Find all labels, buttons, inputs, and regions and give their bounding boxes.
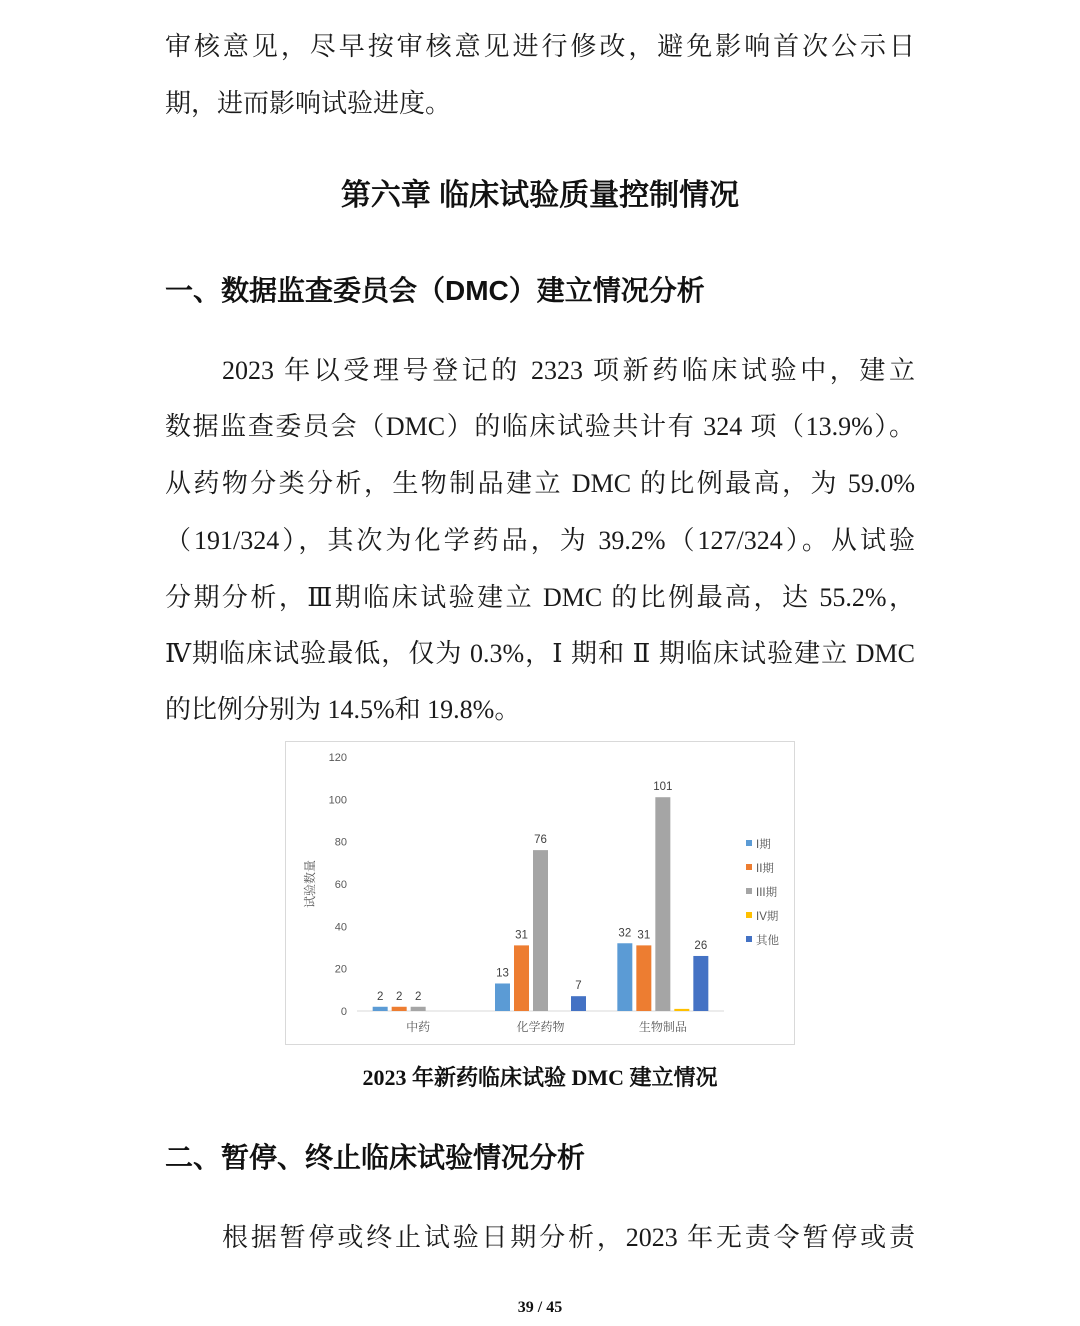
y-axis-label: 试验数量 [303,859,317,909]
y-tick-label: 120 [328,752,347,764]
chapter-title: 第六章 临床试验质量控制情况 [340,179,740,212]
y-tick-label: 0 [340,1006,347,1018]
y-tick-label: 40 [334,921,347,934]
data-label: 2 [376,990,384,1003]
x-tick-label: 化学药物 [516,1020,565,1034]
x-tick-label: 中药 [406,1020,431,1034]
chart-bar [636,945,651,1011]
data-label: 26 [694,939,708,952]
y-tick-label: 20 [334,963,347,976]
intro-line-2: 期，进而影响试验进度。 [165,89,452,118]
intro-line-1: 审核意见，尽早按审核意见进行修改，避免影响首次公示日 [165,32,915,61]
legend-label: 其他 [756,935,779,947]
x-tick-label: 生物制品 [638,1020,687,1034]
data-label: 2 [414,990,422,1003]
data-label: 32 [618,927,632,940]
section-1-line-1: 2023 年以受理号登记的 2323 项新药临床试验中，建立 [222,356,915,385]
chart-bar [617,943,632,1011]
section-1-line-3: 从药物分类分析，生物制品建立 DMC 的比例最高，为 59.0% [165,469,915,498]
legend-swatch [746,936,752,942]
legend-swatch [746,864,752,870]
chart-bar [373,1007,388,1011]
data-label: 7 [575,980,582,993]
section-2-heading: 二、暂停、终止临床试验情况分析 [165,1142,586,1173]
data-label: 101 [653,781,673,794]
data-label: 2 [395,990,403,1003]
data-label: 31 [637,929,651,942]
chart-bar [533,850,548,1011]
section-1-line-4: （191/324），其次为化学药品，为 39.2%（127/324）。从试验 [165,526,915,555]
chart-bar [693,956,708,1011]
chart-frame [285,741,795,1045]
data-label: 13 [496,967,509,980]
legend-label: III期 [756,887,778,899]
legend-label: IV期 [756,911,779,923]
chart-bar [674,1009,689,1011]
legend-swatch [746,888,752,894]
section-1-line-5: 分期分析，Ⅲ期临床试验建立 DMC 的比例最高，达 55.2%， [165,583,915,612]
y-tick-label: 80 [334,836,347,849]
y-tick-label: 100 [328,794,347,807]
data-label: 76 [534,834,547,847]
section-1-line-2: 数据监查委员会（DMC）的临床试验共计有 324 项（13.9%）。 [165,412,915,441]
chart-bar [411,1007,426,1011]
chart-bar [495,983,510,1011]
section-2-line-1: 根据暂停或终止试验日期分析，2023 年无责令暂停或责 [222,1223,915,1252]
section-1-heading: 一、数据监查委员会（DMC）建立情况分析 [165,275,705,306]
figure-caption: 2023 年新药临床试验 DMC 建立情况 [362,1065,718,1090]
section-1-line-6: Ⅳ期临床试验最低，仅为 0.3%，Ⅰ 期和 Ⅱ 期临床试验建立 DMC [165,639,915,668]
legend-swatch [746,840,752,846]
legend-swatch [746,912,752,918]
chart-bar [571,996,586,1011]
legend-label: I期 [756,839,771,851]
dmc-bar-chart [286,742,794,1044]
section-1-line-7: 的比例分别为 14.5%和 19.8%。 [165,695,521,724]
chart-bar [514,945,529,1011]
y-tick-label: 60 [334,879,347,891]
page-number: 39 / 45 [517,1299,563,1316]
data-label: 31 [515,929,528,942]
chart-bar [392,1007,407,1011]
legend-label: II期 [756,863,774,875]
chart-bar [655,797,670,1011]
